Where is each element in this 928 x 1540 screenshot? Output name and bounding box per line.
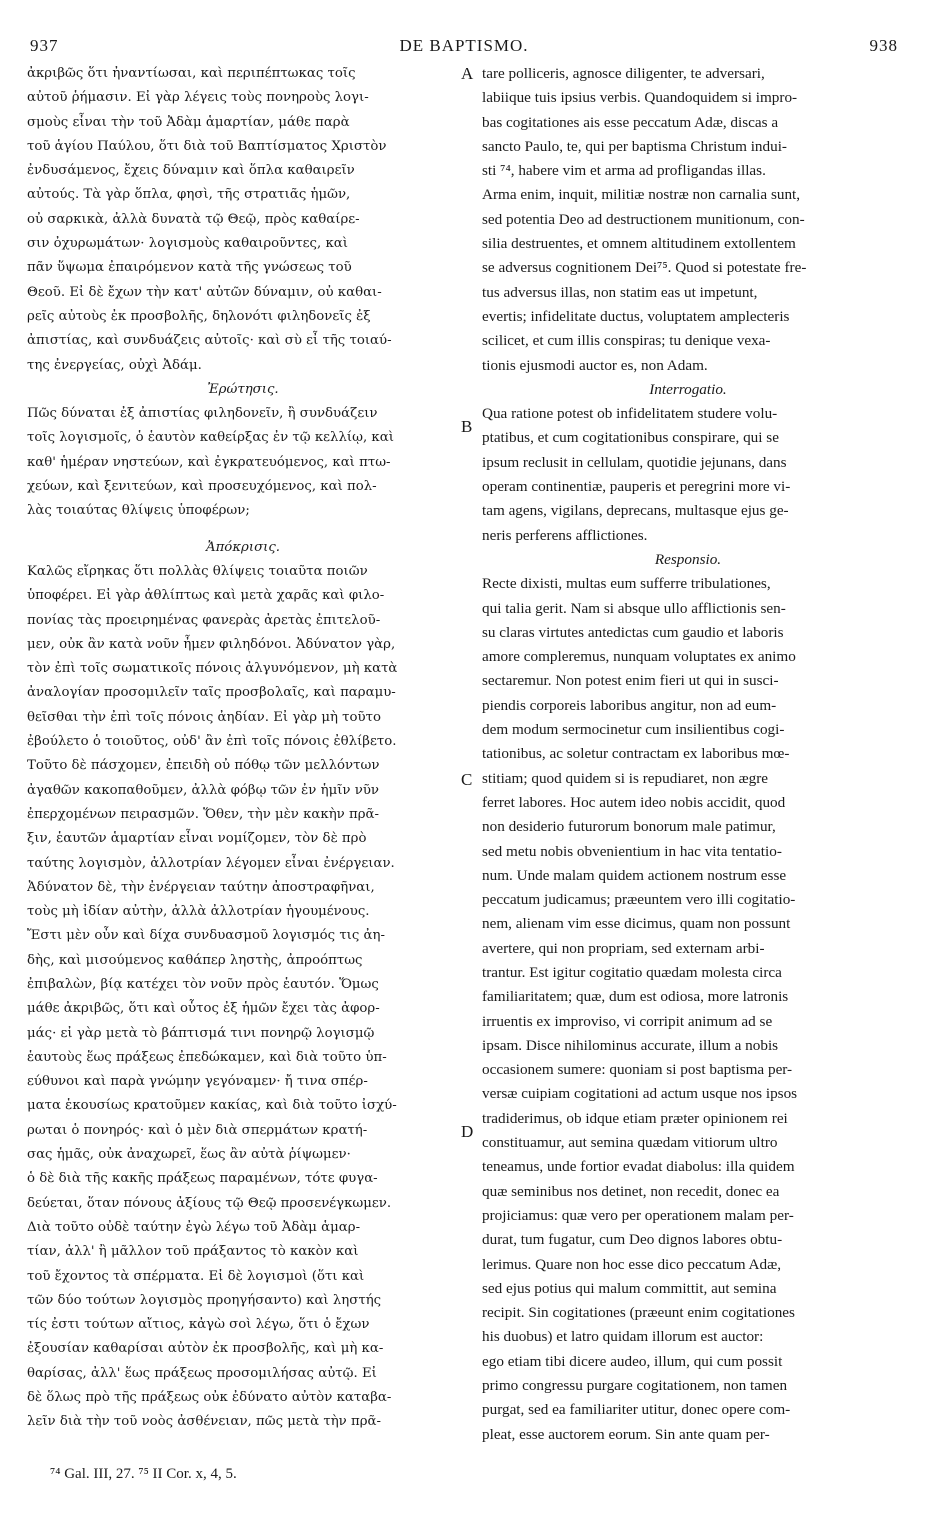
text-line: Arma enim, inquit, militiæ nostræ non carnalia sunt, (482, 186, 801, 204)
text-line: sed potentia Deo ad destructionem munitionum, con- (482, 210, 805, 228)
text-line: αὐτοῦ ῥήμασιν. Εἰ γὰρ λέγεις τοὺς πονηροὺς λογι- (27, 90, 369, 106)
text-line: θαρίσας, ἀλλ' ἕως πράξεως προσομιλήσας αὐτῷ. Εἰ (27, 1365, 377, 1381)
text-line: peccatum judicamus; præeuntem vero illi cogitatio- (482, 891, 796, 909)
text-line: tam agens, vigilans, deprecans, multasque ejus ge- (482, 502, 789, 520)
text-line: su claras virtutes antedictas cum gaudio et laboris (482, 623, 784, 641)
text-line: ὁ δὲ διὰ τῆς κακῆς πράξεως παραμένων, τότε φυγα- (27, 1171, 378, 1187)
text-line: tradiderimus, ob idque etiam præter opinionem rei (482, 1109, 788, 1127)
text-line: evertis; infidelitate ductus, voluptatem amplecteris (482, 307, 790, 325)
text-line: ἀγαθῶν κακοπαθοῦμεν, ἀλλὰ φόβῳ τῶν ἐν ἡμῖν νῦν (27, 782, 379, 798)
text-line: tionis ejusmodi auctor es, non Adam. (482, 356, 708, 374)
text-line: durat, tum fugatur, cum Deo dignos labores obtu- (482, 1231, 783, 1249)
section-heading: Ἀπόκρισις. (205, 539, 281, 555)
text-line: σμοὺς εἶναι τὴν τοῦ Ἀδὰμ ἁμαρτίαν, μάθε παρὰ (27, 114, 350, 130)
text-line: stitiam; quod quidem si is repudiaret, non ægre (482, 769, 768, 787)
text-line: trantur. Est igitur cogitatio quædam molesta circa (482, 963, 782, 981)
text-line: sed metu nobis obvenientium in hac vita tentatio- (482, 842, 782, 860)
text-line: ego etiam tibi dicere audeo, illum, qui cum possit (482, 1352, 783, 1370)
text-line: ipsum reclusit in cellulam, quotidie jejunans, dans (482, 453, 787, 471)
text-line: πονίας τὰς προειρημένας φανερὰς ἀρετὰς ἐπιτελοῦ- (27, 612, 381, 628)
text-line: ipsam. Disce nihilominus accurate, illum a nobis (482, 1036, 779, 1054)
text-line: τοῖς λογισμοῖς, ὁ ἑαυτὸν καθείρξας ἐν τῷ κελλίῳ, καὶ (27, 430, 394, 446)
text-line: his duobus) et latro quidam illorum est auctor: (482, 1328, 764, 1346)
text-line: μάθε ἀκριβῶς, ὅτι καὶ οὗτος ἐξ ἡμῶν ἔχει τὰς ἀφορ- (27, 1001, 380, 1017)
text-line: θεῖσθαι τὴν ἐπὶ τοῖς πόνοις ἀηδίαν. Εἰ γὰρ μὴ τοῦτο (27, 709, 381, 725)
section-heading: Interrogatio. (649, 380, 727, 398)
text-line: Καλῶς εἴρηκας ὅτι πολλὰς θλίψεις τοιαῦτα ποιῶν (27, 563, 368, 579)
text-line: τοῦ ἔχοντος τὰ σπέρματα. Εἰ δὲ λογισμοὶ (ὅτι καὶ (27, 1268, 365, 1284)
running-title: DE BAPTISMO. (399, 36, 529, 55)
section-heading: Ἐρώτησις. (207, 381, 279, 397)
text-line: ἐπερχομένων πειρασμῶν. Ὅθεν, τὴν μὲν κακὴν πρᾶ- (27, 806, 380, 822)
text-line: non desiderio futurorum bonorum male patimur, (482, 818, 776, 836)
text-line: ἀπιστίας, καὶ συνδυάζεις αὐτοῖς· καὶ σὺ εἶ τῆς τοιαύ- (27, 333, 392, 349)
text-line: sancto Paulo, te, qui per baptisma Christum indui- (482, 137, 787, 155)
text-line: num. Unde malam quidem actionem nostrum esse (482, 866, 787, 884)
text-line: qui talia gerit. Nam si absque ullo afflictionis sen- (482, 599, 786, 617)
text-line: ἀκριβῶς ὅτι ἠναντίωσαι, καὶ περιπέπτωκας τοῖς (27, 66, 356, 81)
text-line: lerimus. Quare non hoc esse dico peccatum Adæ, (482, 1255, 782, 1273)
text-line: ἐπιβαλὼν, βίᾳ κατέχει τὸν νοῦν πρὸς ἑαυτόν. Ὅμως (27, 976, 379, 992)
text-line: εύθυνοι καὶ παρὰ γνώμην γεγόναμεν· ἤ τινα σπέρ- (27, 1074, 368, 1090)
text-line: amore compleremus, nunquam voluptates ex animo (482, 648, 796, 666)
text-line: ἑαυτοὺς ἕως πράξεως ἐπεδώκαμεν, καὶ διὰ τοῦτο ὑπ- (27, 1049, 387, 1065)
text-line: ξιν, ἑαυτῶν ἁμαρτίαν εἶναι νομίζομεν, τὸν δὲ πρὸ (27, 831, 367, 847)
text-line: σιν ὀχυρωμάτων· λογισμοὺς καθαιροῦντες, καὶ (27, 236, 348, 252)
latin-column (482, 62, 894, 1447)
text-line: πᾶν ὕψωμα ἐπαιρόμενον κατὰ τῆς γνώσεως τοῦ (27, 260, 352, 276)
text-line: sed ejus potius qui malum committit, aut semina (482, 1279, 777, 1297)
margin-marker-b: B (461, 417, 473, 436)
text-line: projiciamus: quæ vero per operationem malam per- (482, 1206, 794, 1224)
text-line: tus adversus illas, non statim eas ut impetunt, (482, 283, 758, 301)
text-line: avertere, qui non propriam, sed externam arbi- (482, 939, 765, 957)
text-line: scilicet, et cum illis conspiras; tu denique vexa- (482, 332, 771, 350)
margin-marker-d: D (461, 1122, 474, 1141)
text-line: Τοῦτο δὲ πάσχομεν, ἐπειδὴ οὐ πόθῳ τῶν μελλόντων (27, 758, 380, 774)
text-line: se adversus cognitionem Dei⁷⁵. Quod si potestate fre- (482, 259, 807, 277)
text-line: purgat, sed ea familiariter utitur, donec opere com- (482, 1401, 791, 1419)
text-line: ἀναλογίαν προσομιλεῖν ταῖς προσβολαῖς, καὶ παραμυ- (27, 685, 396, 701)
text-line: ptatibus, et cum cogitationibus conspirare, qui se (482, 429, 779, 447)
text-line: Θεοῦ. Εἰ δὲ ἔχων τὴν κατ' αὐτῶν δύναμιν, οὐ καθαι- (27, 284, 382, 300)
text-line: ταύτης λογισμὸν, ἀλλοτρίαν λέγομεν εἶναι ἐνέργειαν. (27, 855, 395, 871)
text-line: τοὺς μὴ ἰδίαν αὐτὴν, ἀλλὰ ἀλλοτρίαν ἡγουμένους. (27, 904, 370, 920)
text-line: οὐ σαρκικὰ, ἀλλὰ δυνατὰ τῷ Θεῷ, πρὸς καθαίρε- (27, 211, 360, 227)
text-line: ἐνδυσάμενος, ἔχεις δύναμιν καὶ ὅπλα καθαιρεῖν (27, 163, 355, 179)
greek-column (27, 62, 459, 1435)
left-page-number: 937 (30, 36, 59, 55)
text-line: Διὰ τοῦτο οὐδὲ ταύτην ἐγὼ λέγω τοῦ Ἀδὰμ ἁμαρ- (27, 1219, 361, 1235)
text-line: nem, alienam vim esse dicimus, quam non possunt (482, 915, 791, 933)
text-line: irruentis ex improviso, vi corripit animum ad se (482, 1012, 773, 1030)
text-line: constituamur, aut semina quædam vitiorum ultro (482, 1134, 778, 1152)
text-line: piendis corporeis laboribus angitur, non ad eum- (482, 696, 777, 714)
text-line: labiique tuis ipsius verbis. Quandoquidem si impro- (482, 89, 798, 107)
text-line: Qua ratione potest ob infidelitatem studere volu- (482, 405, 778, 423)
margin-marker-a: A (461, 64, 474, 83)
text-line: χεύων, καὶ ξενιτεύων, καὶ προσευχόμενος, καὶ πολ- (27, 479, 377, 495)
text-line: occasionem sumere: quoniam si post baptisma per- (482, 1061, 793, 1079)
section-heading: Responsio. (654, 550, 722, 568)
text-line: pleat, esse auctorem eorum. Sin ante quam per- (482, 1425, 770, 1443)
text-line: ἐβούλετο ὁ τοιοῦτος, οὐδ' ἂν ἐπὶ τοῖς πόνοις ἐθλίβετο. (27, 734, 397, 750)
text-line: λεῖν διὰ τὴν τοῦ νοὸς ἀσθένειαν, πῶς μετὰ τὴν πρᾶ- (27, 1414, 381, 1430)
text-line: δὲ ὅλως πρὸ τῆς πράξεως οὐκ ἐδύνατο αὐτὸν καταβα- (27, 1390, 392, 1406)
text-line: quæ seminibus nos detinet, non recedit, donec ea (482, 1182, 780, 1200)
text-line: teneamus, unde fortior evadat diabolus: illa quidem (482, 1158, 795, 1176)
text-line: τὸν ἐπὶ τοῖς σωματικοῖς πόνοις ἀλγυνόμενον, μὴ κατὰ (27, 661, 398, 677)
text-line: Πῶς δύναται ἐξ ἀπιστίας φιληδονεῖν, ἢ συνδυάζειν (27, 406, 378, 422)
footnote: ⁷⁴ Gal. III, 27. ⁷⁵ II Cor. x, 4, 5. (50, 1466, 237, 1482)
spacer (27, 524, 459, 536)
text-line: μάς· εἰ γὰρ μετὰ τὸ βάπτισμά τινι πονηρῷ λογισμῷ (27, 1025, 375, 1041)
text-line: δεύεται, ὅταν πόνους ἀξίους τῷ Θεῷ προσενέγκωμεν. (27, 1195, 392, 1211)
text-line: τοῦ ἁγίου Παύλου, ὅτι διὰ τοῦ Βαπτίσματος Χριστὸν (27, 138, 387, 154)
text-line: tare polliceris, agnosce diligenter, te adversari, (482, 65, 765, 82)
text-line: familiaritatem; quæ, dum est odiosa, more latronis (482, 988, 789, 1006)
text-line: Ἀδύνατον δὲ, τὴν ἐνέργειαν ταύτην ἀποστραφῆναι, (27, 879, 375, 895)
margin-marker-c: C (461, 770, 473, 789)
text-line: δὴς, καὶ μισούμενος καθάπερ ληστὴς, ἀπροόπτως (27, 952, 363, 968)
text-line: ρωται ὁ πονηρός· καὶ ὁ μὲν διὰ σπερμάτων κρατή- (27, 1122, 368, 1138)
text-line: Recte dixisti, multas eum sufferre tribulationes, (482, 575, 771, 593)
text-line: τῶν δύο τούτων λογισμὸς προηγήσαντο) καὶ ληστής (27, 1292, 382, 1308)
text-line: recipit. Sin cogitationes (præeunt enim cogitationes (482, 1304, 795, 1322)
text-line: τίαν, ἀλλ' ἢ μᾶλλον τοῦ πράξαντος τὸ κακὸν καὶ (27, 1244, 359, 1260)
text-line: σας ἡμᾶς, οὐκ ἀναχωρεῖ, ἕως ἂν αὐτὰ ῥίψωμεν· (27, 1147, 351, 1163)
text-line: sti ⁷⁴, habere vim et arma ad profligandas illas. (482, 162, 766, 180)
text-line: sectaremur. Non potest enim fieri ut qui in susci- (482, 672, 779, 690)
text-line: ρεῖς αὐτοὺς ἐκ προσβολῆς, δηλονότι φιληδονεῖς ἐξ (27, 308, 371, 324)
text-line: της ἐνεργείας, οὐχὶ Ἀδάμ. (27, 357, 202, 373)
text-line: τίς ἐστι τούτων αἴτιος, κἀγὼ σοὶ λέγω, ὅτι ὁ ἔχων (27, 1317, 370, 1333)
text-line: neris perferens afflictiones. (482, 526, 648, 544)
right-page-number: 938 (869, 36, 898, 55)
text-line: ferret labores. Hoc autem ideo nobis accidit, quod (482, 793, 786, 811)
text-line: ὑποφέρει. Εἰ γὰρ ἀθλίπτως καὶ μετὰ χαρᾶς καὶ φιλο- (27, 588, 385, 604)
text-line: καθ' ἡμέραν νηστεύων, καὶ ἐγκρατευόμενος, καὶ πτω- (27, 454, 391, 470)
text-line: μεν, οὐκ ἂν κατὰ νοῦν ἦμεν φιληδόνοι. Ἀδύνατον γὰρ, (27, 636, 396, 652)
page-header (30, 36, 898, 60)
text-line: ἐξουσίαν καθαρίσαι αὐτὸν ἐκ προσβολῆς, καὶ μὴ κα- (27, 1341, 384, 1357)
text-line: tationibus, ac soletur contractam ex laboribus mœ- (482, 745, 790, 763)
text-line: Ἔστι μὲν οὖν καὶ δίχα συνδυασμοῦ λογισμός τις ἀη- (27, 928, 385, 944)
text-line: primo congressu purgare cogitationem, non tamen (482, 1377, 788, 1395)
text-line: ματα ἑκουσίως κρατοῦμεν κακίας, καὶ διὰ τοῦτο ἰσχύ- (27, 1098, 397, 1114)
text-line: operam continentiæ, pauperis et peregrini more vi- (482, 478, 791, 496)
text-line: αὐτούς. Τὰ γὰρ ὅπλα, φησὶ, τῆς στρατιᾶς ἡμῶν, (27, 187, 351, 203)
text-line: silia destruentes, et omnem altitudinem extollentem (482, 235, 796, 253)
text-line: versæ cuipiam cogitationi ad actum usque nos ipsos (482, 1085, 798, 1103)
text-line: bas cogitationes ais esse peccatum Adæ, discas a (482, 113, 779, 131)
text-line: λὰς τοιαύτας θλίψεις ὑποφέρων; (27, 503, 250, 519)
text-line: dem modum sermocinetur cum insilientibus cogi- (482, 721, 785, 739)
